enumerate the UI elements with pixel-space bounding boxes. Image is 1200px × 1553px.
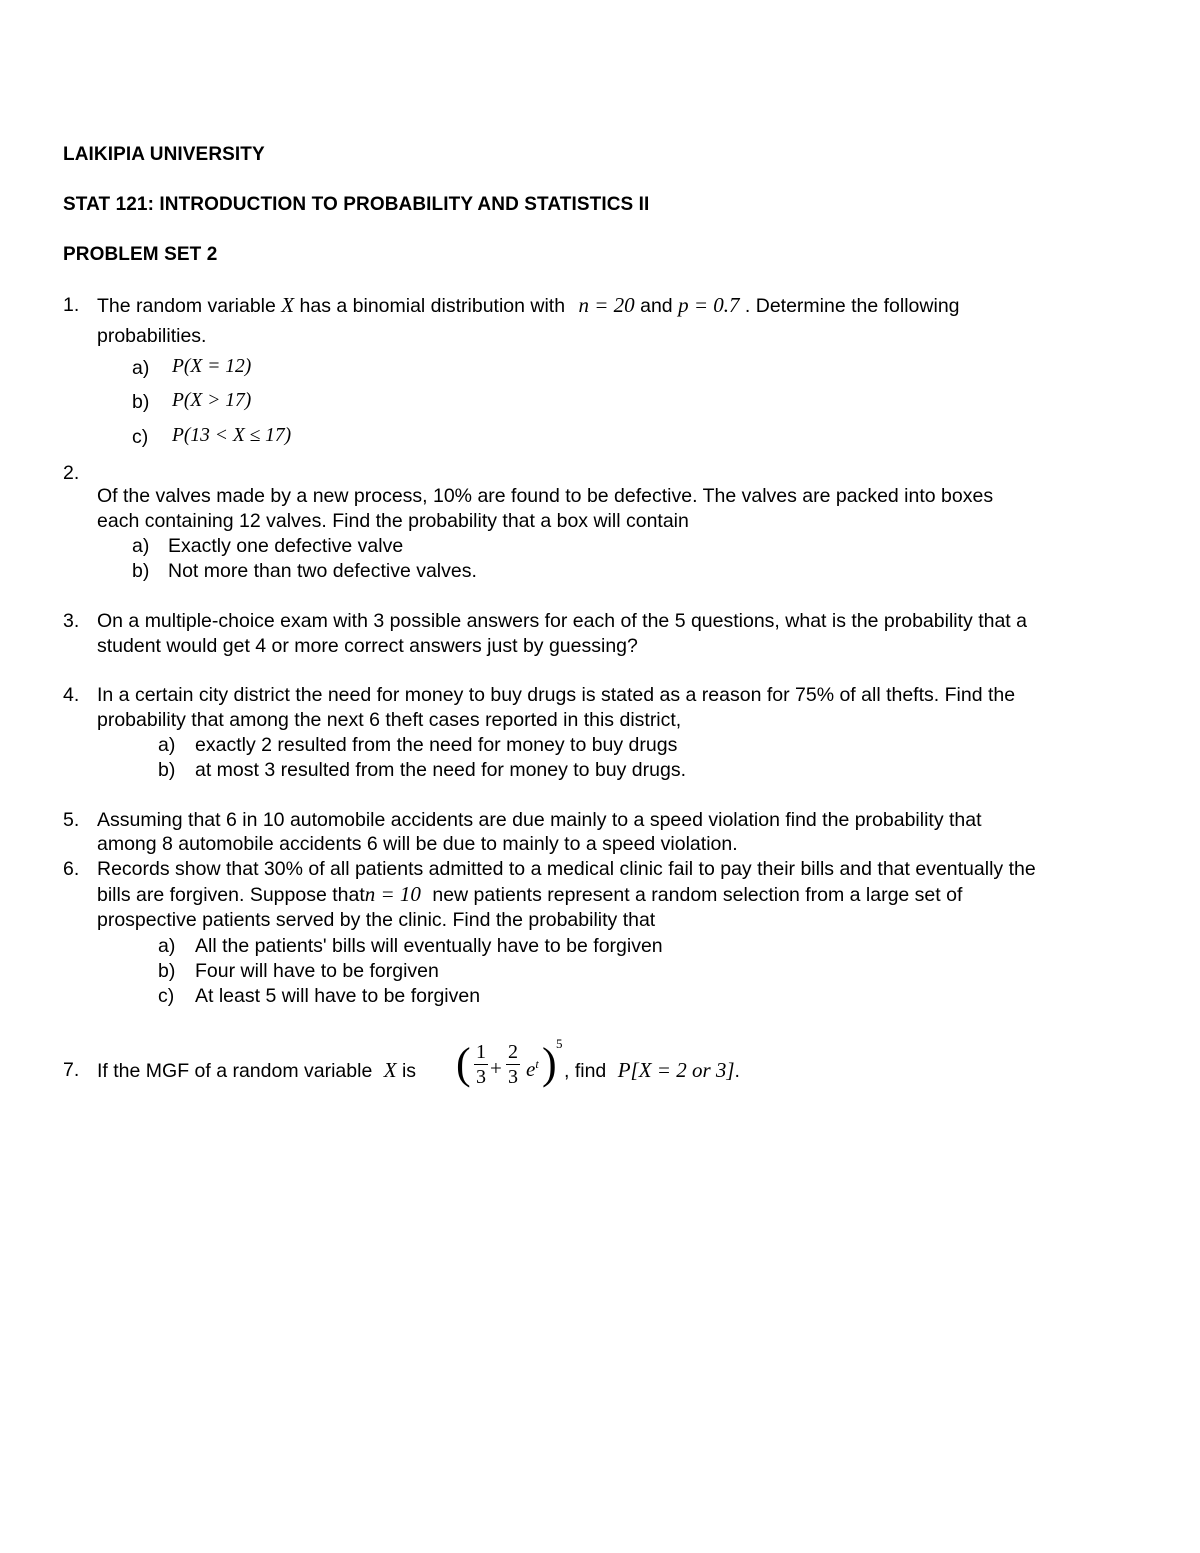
sub-item-label: a) <box>158 734 176 756</box>
period: . <box>734 1060 740 1082</box>
question-text-line2: student would get 4 or more correct answers just by guessing? <box>97 635 638 657</box>
right-paren: ) <box>542 1039 557 1088</box>
question-number: 3. <box>63 610 80 632</box>
sub-item-label: c) <box>158 985 175 1007</box>
sub-item-text: All the patients' bills will eventually have to be forgiven <box>195 935 663 957</box>
denominator: 3 <box>476 1066 486 1088</box>
sub-item-label: a) <box>132 535 150 557</box>
sub-item-label: b) <box>158 960 176 982</box>
sub-item-label: a) <box>132 357 150 379</box>
numerator: 1 <box>476 1041 486 1063</box>
sub-item-text: Not more than two defective valves. <box>168 560 477 582</box>
power: 5 <box>556 1036 563 1051</box>
sub-item-text: exactly 2 resulted from the need for money to buy drugs <box>195 734 678 756</box>
question-text: On a multiple-choice exam with 3 possible answers for each of the 5 questions, what is the probability that a <box>97 610 1027 632</box>
question-number: 1. <box>63 294 80 316</box>
plus: + <box>490 1056 502 1080</box>
sub-item-expr: P(X = 12) <box>172 356 252 377</box>
sub-item-expr: P(X > 17) <box>172 390 252 411</box>
question-number: 2. <box>63 462 80 484</box>
sub-item-label: b) <box>158 759 176 781</box>
sub-item-label: c) <box>132 426 149 448</box>
question-text-line2: each containing 12 valves. Find the probability that a box will contain <box>97 510 689 532</box>
problem-set-title: PROBLEM SET 2 <box>63 244 218 265</box>
question-text-line2: among 8 automobile accidents 6 will be due to mainly to a speed violation. <box>97 833 738 855</box>
math-var: X <box>383 1058 397 1082</box>
left-paren: ( <box>456 1039 471 1088</box>
math-probability: P[X = 2 or 3] <box>617 1058 735 1082</box>
question-text-line2: probability that among the next 6 theft cases reported in this district, <box>97 709 682 731</box>
sub-item-label: a) <box>158 935 176 957</box>
question-text <box>97 1058 416 1083</box>
sub-item-text: at most 3 resulted from the need for money to buy drugs. <box>195 759 687 781</box>
sub-item-text: Exactly one defective valve <box>168 535 404 557</box>
math-n: n = 10 <box>364 882 421 906</box>
sub-item-expr: P(13 < X ≤ 17) <box>172 425 292 446</box>
numerator: 2 <box>508 1041 518 1063</box>
fraction-one-third <box>474 1040 488 1089</box>
question-text-line2: probabilities. <box>97 325 207 347</box>
question-text <box>97 293 960 318</box>
exponent-t: t <box>535 1057 539 1071</box>
e: e <box>526 1057 536 1081</box>
exp-term <box>526 1057 539 1082</box>
text: , find <box>564 1060 607 1082</box>
math-p: p = 0.7 <box>678 293 740 317</box>
text: The random variable <box>97 295 276 317</box>
sub-item-label: b) <box>132 560 150 582</box>
denominator: 3 <box>508 1066 518 1088</box>
text: has a binomial distribution with <box>299 295 566 317</box>
question-number: 5. <box>63 809 80 831</box>
math-n: n = 20 <box>578 293 635 317</box>
text: new patients represent a random selection from a large set of <box>432 884 963 906</box>
question-number: 7. <box>63 1059 80 1081</box>
text: is <box>401 1060 417 1082</box>
text: and <box>640 295 673 317</box>
question-text-line2 <box>97 882 962 907</box>
text: . Determine the following <box>744 295 960 317</box>
question-number: 6. <box>63 858 80 880</box>
question-text-end <box>564 1058 740 1083</box>
course-title: STAT 121: INTRODUCTION TO PROBABILITY AND STATISTICS II <box>63 194 650 215</box>
question-text-line3: prospective patients served by the clinic. Find the probability that <box>97 909 656 931</box>
sub-item-text: At least 5 will have to be forgiven <box>195 985 481 1007</box>
math-var: X <box>281 293 295 317</box>
question-number: 4. <box>63 684 80 706</box>
sub-item-text: Four will have to be forgiven <box>195 960 439 982</box>
question-text: Records show that 30% of all patients admitted to a medical clinic fail to pay their bills and that eventually the <box>97 858 1036 880</box>
question-text: In a certain city district the need for money to buy drugs is stated as a reason for 75% of all thefts. Find the <box>97 684 1016 706</box>
sub-item-label: b) <box>132 391 150 413</box>
text: bills are forgiven. Suppose that <box>97 884 365 906</box>
fraction-two-thirds <box>506 1040 520 1089</box>
question-text: Of the valves made by a new process, 10% are found to be defective. The valves are packed into boxes <box>97 485 994 507</box>
text: If the MGF of a random variable <box>97 1060 373 1082</box>
question-text: Assuming that 6 in 10 automobile accidents are due mainly to a speed violation find the probability that <box>97 809 982 831</box>
university-title: LAIKIPIA UNIVERSITY <box>63 144 265 165</box>
